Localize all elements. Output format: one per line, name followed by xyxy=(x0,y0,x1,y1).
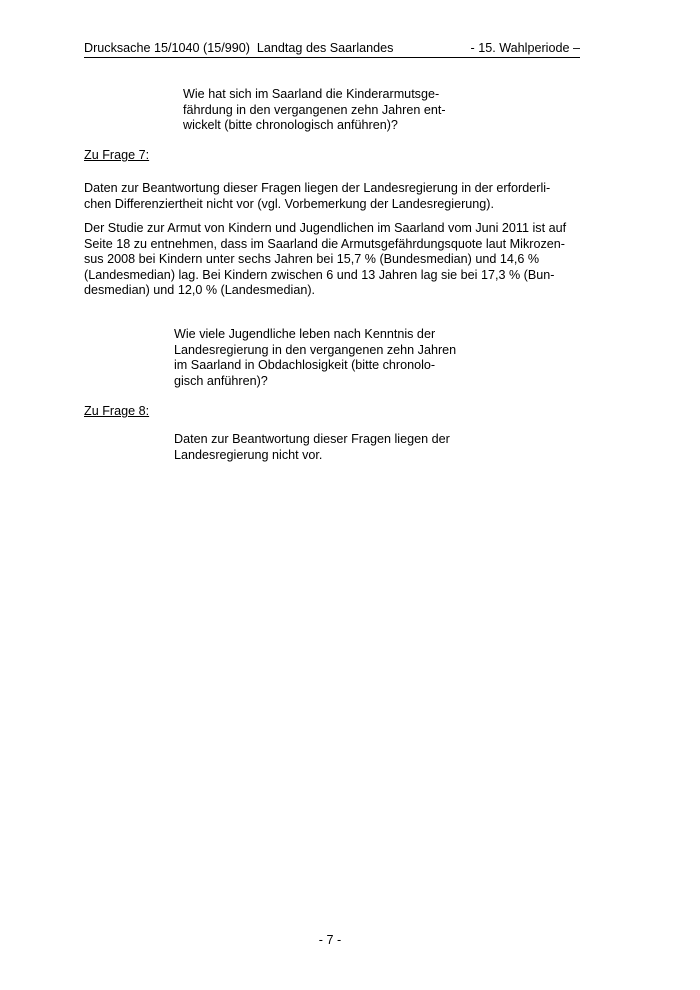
header-document-info: Drucksache 15/1040 (15/990) Landtag des Saarlandes xyxy=(84,41,394,55)
question-text-8: Wie viele Jugendliche leben nach Kenntnis der Landesregierung in den vergangenen zehn Jahren im Saarland in Obdachlosigkeit (bitte chronolo- gisch anführen)? xyxy=(174,327,457,388)
answer-7-paragraph-1: Daten zur Beantwortung dieser Fragen liegen der Landesregierung in der erforderli- chen Differenziertheit nicht vor (vgl. Vorbemerkung der Landesregierung). xyxy=(84,181,551,211)
answer-heading-7: Zu Frage 7: xyxy=(84,148,150,162)
page-number: - 7 - xyxy=(318,933,342,947)
answer-8-text: Daten zur Beantwortung dieser Fragen liegen der Landesregierung nicht vor. xyxy=(174,432,450,462)
page-header xyxy=(84,41,580,58)
question-text-6: Wie hat sich im Saarland die Kinderarmutsge- fährdung in den vergangenen zehn Jahren ent- wickelt (bitte chronologisch anführen)? xyxy=(183,87,446,132)
answer-7-paragraph-2: Der Studie zur Armut von Kindern und Jugendlichen im Saarland vom Juni 2011 ist auf Seite 18 zu entnehmen, dass im Saarland die Armutsgefährdungsquote laut Mikrozen- sus 2008 bei Kindern unter sechs Jahren bei 15,7 % (Bundesmedian) und 14,6 % (Landesmedian) lag. Bei Kindern zwischen 6 und 13 Jahren lag sie bei 17,3 % (Bun- desmedian) und 12,0 % (Landesmedian). xyxy=(84,221,567,297)
header-electoral-period: - 15. Wahlperiode – xyxy=(470,41,580,55)
answer-heading-8: Zu Frage 8: xyxy=(84,404,150,418)
